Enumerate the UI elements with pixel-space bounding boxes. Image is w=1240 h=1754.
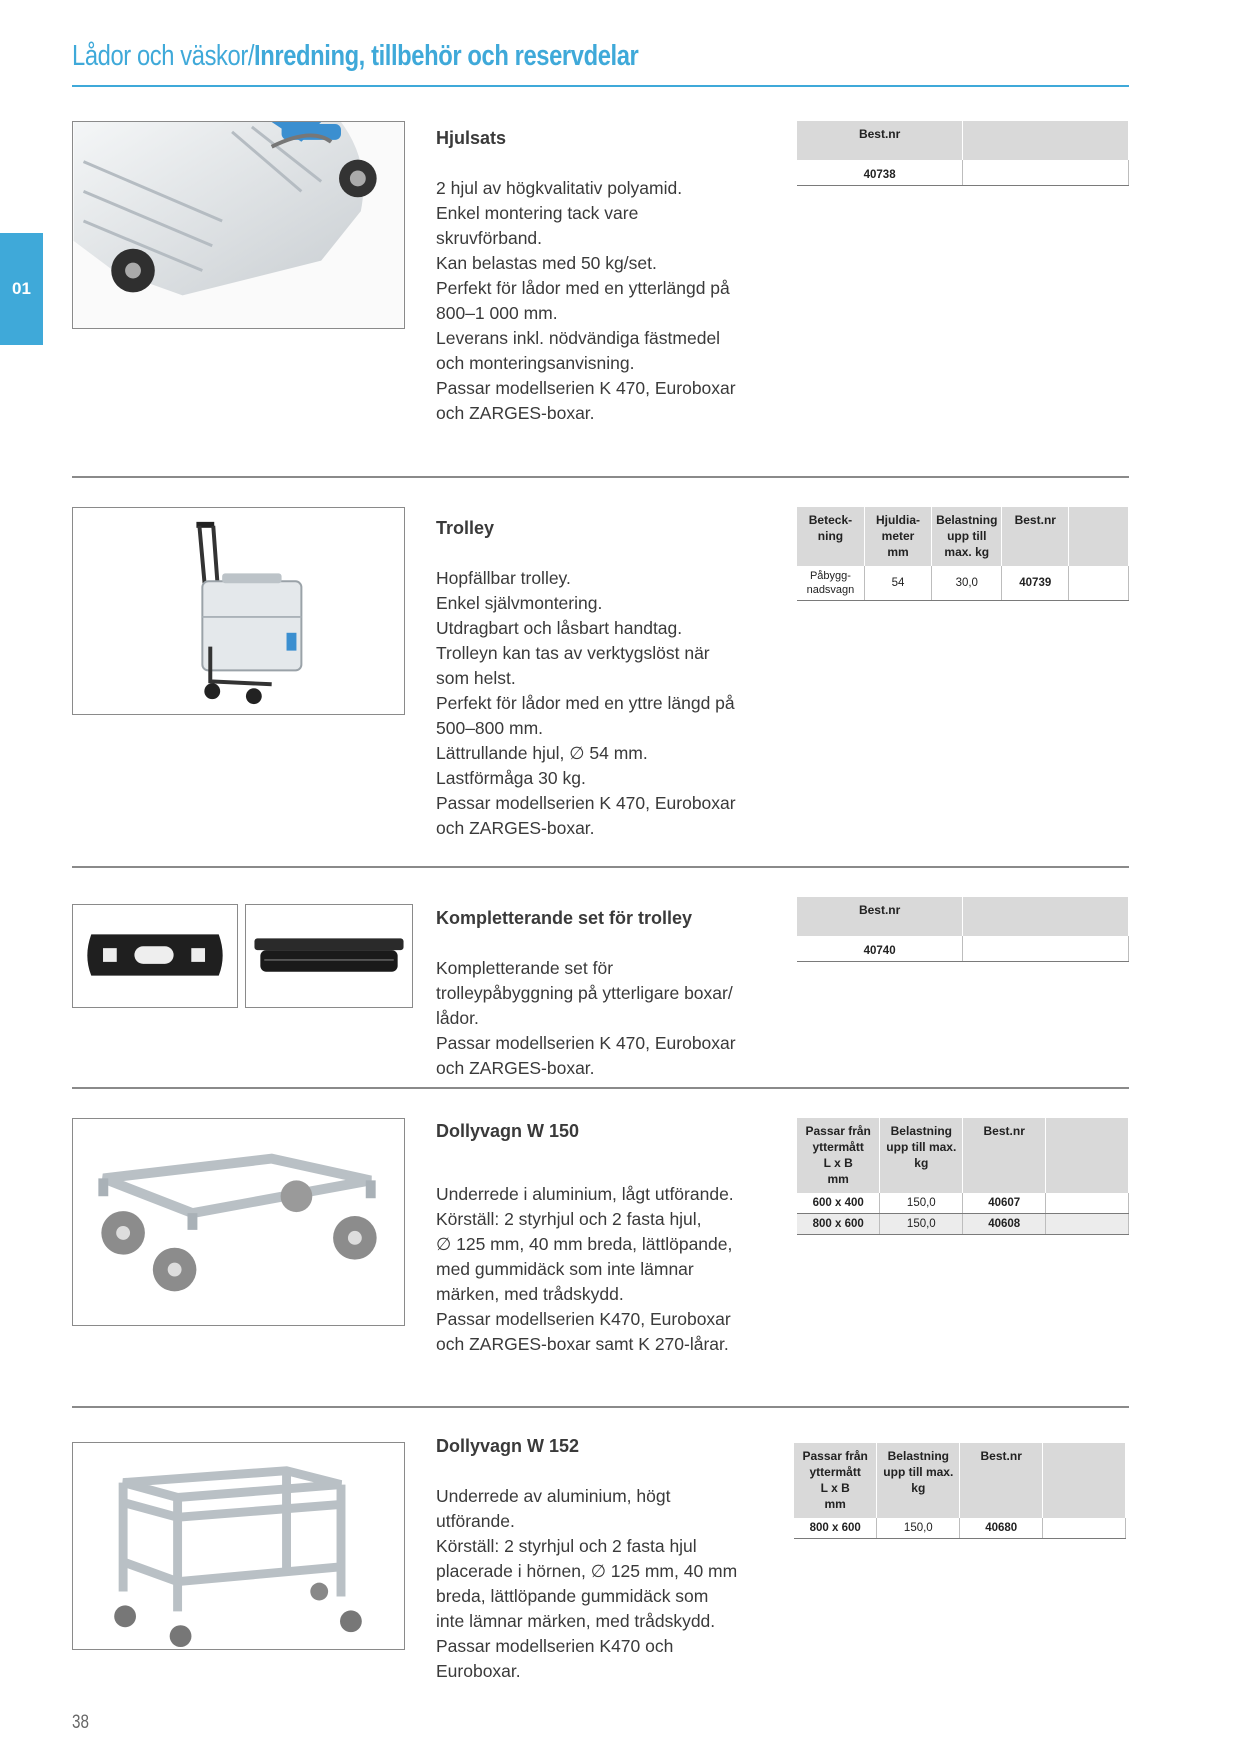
table-header: Beteck- ning [797, 507, 864, 566]
table-header: Passar från yttermått L x B mm [797, 1118, 880, 1193]
product-description: Hopfällbar trolley. Enkel självmontering. Utdragbart och låsbart handtag. Trolleyn kan tas av verktygslöst när som helst. Perfekt för lådor med en yttre längd på 500–800 mm. Lättrullande hjul, ∅ 54 mm. Lastförmåga 30 kg. Passar modellserien K 470, Euroboxar och ZARGES-boxar. [436, 568, 736, 838]
breadcrumb-current: Inredning, tillbehör och reservdelar [254, 40, 639, 72]
section-divider [72, 476, 1129, 478]
table-cell: 600 x 400 [797, 1193, 880, 1214]
table-header: Belastning upp till max. kg [880, 1118, 963, 1193]
table-header: Belastning upp till max. kg [877, 1443, 960, 1518]
product-image-set-rail [245, 904, 413, 1008]
table-cell [963, 160, 1129, 186]
breadcrumb-parent[interactable]: Lådor och väskor/ [72, 40, 255, 72]
product-description: Kompletterande set för trolleypåbyggning på ytterligare boxar/ lådor. Passar modellserien K 470, Euroboxar och ZARGES-boxar. [436, 958, 736, 1078]
table-cell: 40608 [963, 1214, 1046, 1235]
product-description: Underrede i aluminium, lågt utförande. Körställ: 2 styrhjul och 2 fasta hjul, ∅ 125 mm, 40 mm breda, lättlöpande, med gummidäck som inte lämnar märken, med trådskydd. Passar modellserien K470, Euroboxar och ZARGES-boxar samt K 270-lårar. [436, 1184, 734, 1354]
table-header [963, 121, 1129, 160]
product-image-set-plate [72, 904, 238, 1008]
table-header: Belastning upp till max. kg [932, 507, 1002, 566]
product-title: Dollyvagn W 150 [436, 1121, 580, 1141]
spec-table-hjulsats [797, 121, 1129, 186]
table-cell: 40680 [960, 1518, 1043, 1539]
spec-table-trolley [797, 507, 1129, 601]
table-cell: 54 [864, 566, 931, 601]
product-title: Trolley [436, 518, 495, 538]
table-cell: 150,0 [880, 1193, 963, 1214]
table-cell [1046, 1193, 1129, 1214]
table-header: Best.nr [797, 121, 963, 160]
product-description: Underrede av aluminium, högt utförande. Körställ: 2 styrhjul och 2 fasta hjul placerade i hörnen, ∅ 125 mm, 40 mm breda, lättlöpande gummidäck som inte lämnar märken, med trådskydd. Passar modellserien K470 och Euroboxar. [436, 1486, 738, 1681]
section-divider [72, 1406, 1129, 1408]
table-header: Hjuldia- meter mm [864, 507, 931, 566]
product-image-hjulsats [72, 121, 405, 329]
product-image-dolly-w150 [72, 1118, 405, 1326]
spec-table-dolly-w152 [794, 1443, 1126, 1539]
table-cell: Påbygg- nadsvagn [797, 566, 864, 601]
table-cell: 40740 [797, 936, 963, 962]
table-header [1043, 1443, 1126, 1518]
product-image-dolly-w152 [72, 1442, 405, 1650]
table-header [1046, 1118, 1129, 1193]
product-image-trolley [72, 507, 405, 715]
table-header: Best.nr [963, 1118, 1046, 1193]
spec-table-dolly-w150 [797, 1118, 1129, 1235]
table-cell: 150,0 [877, 1518, 960, 1539]
product-title: Kompletterande set för trolley [436, 908, 693, 928]
table-cell [1043, 1518, 1126, 1539]
table-cell: 40607 [963, 1193, 1046, 1214]
page-header [72, 40, 638, 73]
table-cell: 800 x 600 [794, 1518, 877, 1539]
section-divider [72, 866, 1129, 868]
table-cell: 800 x 600 [797, 1214, 880, 1235]
page-number: 38 [72, 1712, 89, 1733]
spec-table-set [797, 897, 1129, 962]
table-header: Best.nr [1002, 507, 1069, 566]
table-cell: 150,0 [880, 1214, 963, 1235]
table-cell [963, 936, 1129, 962]
table-cell: 40739 [1002, 566, 1069, 601]
table-header [1069, 507, 1129, 566]
chapter-tab[interactable]: 01 [0, 233, 43, 345]
product-title: Dollyvagn W 152 [436, 1436, 580, 1456]
header-rule [72, 85, 1129, 87]
table-header: Best.nr [797, 897, 963, 936]
product-title: Hjulsats [436, 128, 507, 148]
product-description: 2 hjul av högkvalitativ polyamid. Enkel montering tack vare skruvförband. Kan belastas med 50 kg/set. Perfekt för lådor med en ytterlängd på 800–1 000 mm. Leverans inkl. nödvändiga fästmedel och monteringsanvisning. Passar modellserien K 470, Euroboxar och ZARGES-boxar. [436, 178, 736, 423]
table-header: Best.nr [960, 1443, 1043, 1518]
table-header: Passar från yttermått L x B mm [794, 1443, 877, 1518]
section-divider [72, 1087, 1129, 1089]
table-cell: 40738 [797, 160, 963, 186]
table-header [963, 897, 1129, 936]
table-cell [1069, 566, 1129, 601]
table-cell [1046, 1214, 1129, 1235]
table-cell: 30,0 [932, 566, 1002, 601]
